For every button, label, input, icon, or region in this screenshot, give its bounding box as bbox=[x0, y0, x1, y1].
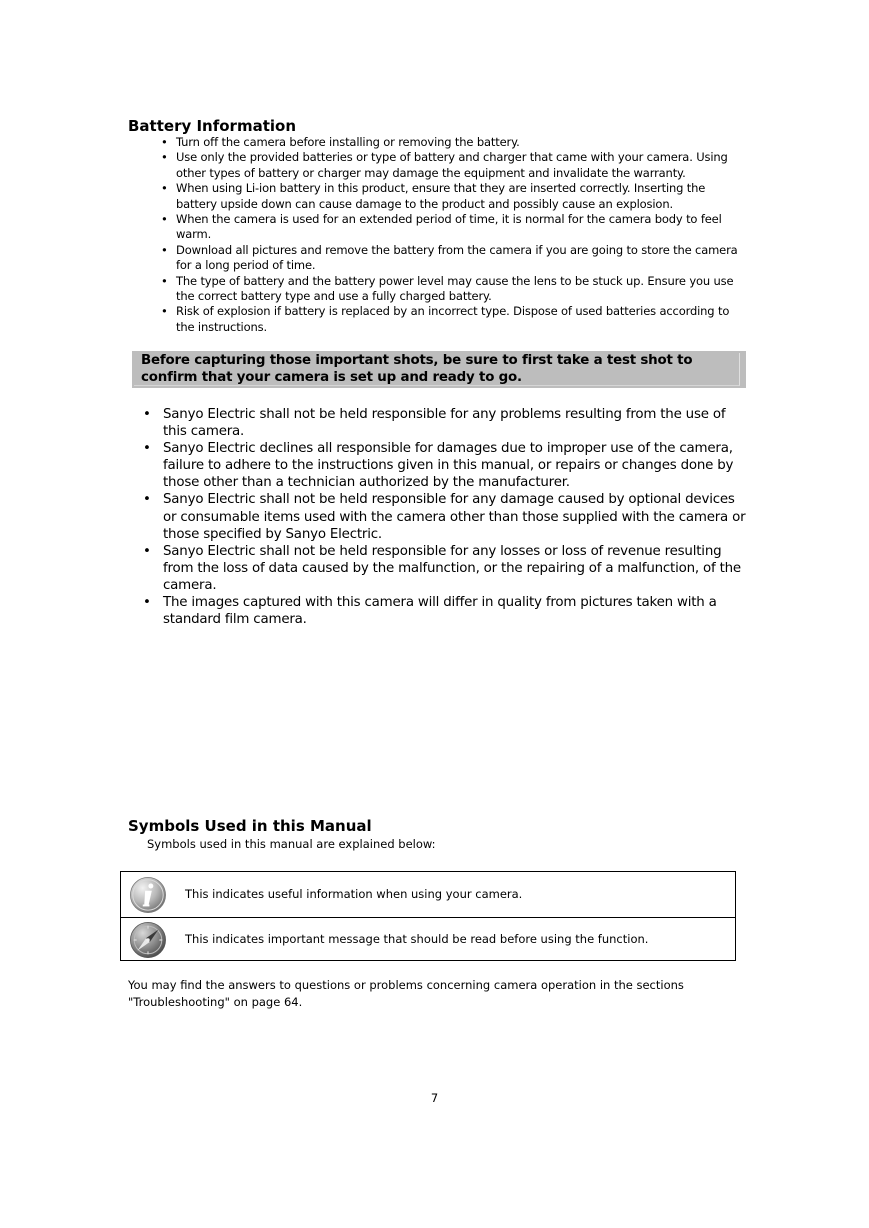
list-item: • Use only the provided batteries or type of battery and charger that came with your camera. Using other types of battery or charger may damage the equipment and invalidate the warranty. bbox=[160, 150, 748, 181]
list-item: • The type of battery and the battery power level may cause the lens to be stuck up. Ensure you use the correct battery type and use a fully charged battery. bbox=[160, 274, 748, 305]
disclaimer-list bbox=[141, 406, 747, 628]
list-item: • Download all pictures and remove the battery from the camera if you are going to store the camera for a long period of time. bbox=[160, 243, 748, 274]
list-item: • Sanyo Electric shall not be held responsible for any problems resulting from the use of this camera. bbox=[141, 406, 747, 440]
test-shot-note-box bbox=[132, 351, 746, 388]
list-item: • Sanyo Electric declines all responsible for damages due to improper use of the camera, failure to adhere to the instructions given in this manual, or repairs or changes done by those other than a technician authorized by the manufacturer. bbox=[141, 440, 747, 491]
symbols-intro: Symbols used in this manual are explained below: bbox=[147, 837, 436, 851]
list-item: • When the camera is used for an extended period of time, it is normal for the camera body to feel warm. bbox=[160, 212, 748, 243]
info-icon bbox=[129, 876, 167, 914]
list-item: • Sanyo Electric shall not be held responsible for any losses or loss of revenue resulting from the loss of data caused by the malfunction, or the repairing of a malfunction, of the camera. bbox=[141, 543, 747, 594]
troubleshooting-note: You may find the answers to questions or problems concerning camera operation in the sections "Troubleshooting" on page 64. bbox=[128, 978, 684, 1009]
important-symbol-text: This indicates important message that should be read before using the function. bbox=[185, 932, 649, 946]
symbol-row-important bbox=[121, 917, 735, 962]
list-item: • The images captured with this camera will differ in quality from pictures taken with a standard film camera. bbox=[141, 594, 747, 628]
symbols-table bbox=[120, 871, 736, 961]
battery-list bbox=[160, 135, 748, 335]
list-item: • Risk of explosion if battery is replaced by an incorrect type. Dispose of used batteries according to the instructions. bbox=[160, 304, 748, 335]
symbols-section-title: Symbols Used in this Manual bbox=[128, 817, 372, 835]
page-number: 7 bbox=[430, 1091, 439, 1105]
list-item: • When using Li-ion battery in this product, ensure that they are inserted correctly. Inserting the battery upside down can cause damage to the product and possibly cause an explosion. bbox=[160, 181, 748, 212]
list-item: • Turn off the camera before installing or removing the battery. bbox=[160, 135, 748, 150]
list-item: • Sanyo Electric shall not be held responsible for any damage caused by optional devices or consumable items used with the camera other than those supplied with the camera or those specified by Sanyo Electric. bbox=[141, 491, 747, 542]
symbol-row-info bbox=[121, 872, 735, 918]
info-symbol-text: This indicates useful information when using your camera. bbox=[185, 887, 523, 901]
compass-icon bbox=[129, 921, 167, 959]
battery-section-title: Battery Information bbox=[128, 117, 297, 135]
test-shot-note-text: Before capturing those important shots, be sure to first take a test shot to confirm that your camera is set up and ready to go. bbox=[141, 353, 693, 385]
